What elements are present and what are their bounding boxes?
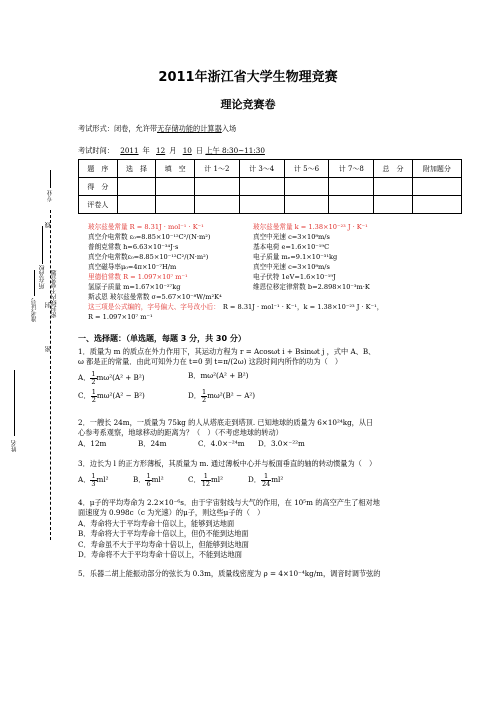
question-stem: 5．乐器二胡上能振动部分的弦长为 0.3m，质量线密度为 ρ = 4×10⁻⁴kg/m，调音时调节弦的 [78, 568, 381, 578]
option-d[interactable]: D．3.0×⁻²²m [258, 438, 305, 448]
constants-row [88, 252, 478, 262]
options-row [78, 473, 478, 488]
note-formula: R = 8.31J · mol⁻¹ · K⁻¹，k = 1.38×10⁻²³ J · K⁻¹， [222, 303, 384, 311]
option-label: B． [133, 475, 146, 484]
section-heading: 一、选择题：（单选题，每题 3 分，共 30 分） [78, 334, 246, 343]
constant-left: 真空磁导率μ₀=4π×10⁻⁷H/m [88, 263, 177, 271]
constants-row [88, 262, 478, 272]
ticket-label: 准考证号 [31, 298, 38, 322]
question-4 [78, 498, 478, 561]
option-b[interactable] [188, 371, 248, 386]
score-header-cell: 计 7～8 [329, 160, 374, 178]
numerator: 1 [91, 471, 96, 480]
exam-day: 10 [182, 146, 192, 155]
option-label: A． [78, 475, 91, 484]
exam-period: 上午 8:30~11:30 [205, 146, 265, 155]
ticket-line [34, 270, 35, 296]
constants-row [88, 272, 478, 282]
grader-cell[interactable] [374, 196, 413, 214]
dense-word: 密 [45, 346, 52, 352]
exam-form-suffix: 入场 [221, 124, 237, 133]
options-row [78, 371, 478, 386]
numerator: 1 [201, 387, 207, 396]
numerator: 1 [146, 471, 151, 480]
exam-time-prefix: 考试时间： [78, 146, 114, 155]
constant-right: 真空中光速 c=3×10⁸m/s [253, 263, 330, 271]
score-cell[interactable] [284, 178, 329, 196]
fraction [201, 473, 211, 488]
constants-row [88, 222, 478, 232]
numerator: 1 [91, 387, 96, 396]
constant-right: 真空中光速 c=3×10⁸m/s [253, 233, 330, 241]
score-row-label: 得 分 [79, 178, 118, 196]
page-title: 2011年浙江省大学生物理竞赛 [158, 70, 338, 85]
constants-row [88, 282, 478, 292]
exam-month: 12 [156, 146, 166, 155]
page-subtitle: 理论竞赛卷 [220, 98, 276, 111]
score-row [79, 178, 462, 196]
note-text: 这三项是公式编的，字号偏大、字号改小后： [88, 303, 220, 311]
score-header-cell: 填 空 [156, 160, 195, 178]
score-table [78, 159, 462, 214]
constant-right: 维恩位移定律常数 b=2.898×10⁻³m·K [253, 283, 370, 291]
denominator: 2 [91, 377, 96, 386]
constants-note [88, 302, 478, 312]
option-c[interactable] [188, 473, 248, 488]
score-cell[interactable] [156, 178, 195, 196]
constants-row [88, 292, 478, 302]
fraction [261, 473, 271, 488]
option-a[interactable]: A．寿命将大于平均寿命十倍以上，能够到达地面 [78, 518, 235, 528]
grader-row-label: 评卷人 [79, 196, 118, 214]
note-formula-2: R = 1.097×10⁷ m⁻¹ [88, 313, 153, 321]
option-expr: ml² [96, 475, 109, 484]
name-line [14, 370, 15, 436]
question-stem-2: ω 都是正的常量．由此可知外力在 t=0 到 t=π/(2ω) 这段时间内所作的功为（ ） [78, 357, 343, 366]
question-stem: 2．一艘长 24m，一质量为 75kg 的人从塔底走到塔顶. 已知地球的质量为 6×10²⁴kg，从日 [78, 417, 374, 427]
score-cell[interactable] [194, 178, 239, 196]
constant-left: 氢原子质量 m=1.67×10⁻²⁷kg [88, 283, 181, 291]
constant-boltzmann: 玻尔兹曼常量 k = 1.38×10⁻²³ J · K⁻¹ [253, 223, 368, 231]
option-label: D． [188, 391, 201, 400]
constant-gas: 玻尔兹曼常量 R = 8.31J · mol⁻¹ · K⁻¹ [88, 223, 204, 231]
line-word: 线 [45, 222, 52, 228]
score-cell[interactable] [412, 178, 461, 196]
grader-cell[interactable] [194, 196, 239, 214]
constant-rydberg: 里德伯常数 R = 1.097×10⁷ m⁻¹ [88, 273, 188, 281]
option-label: D． [248, 475, 261, 484]
major-label: 专业 [47, 190, 54, 202]
option-a[interactable] [78, 473, 133, 488]
score-header-cell: 选 择 [117, 160, 156, 178]
question-1 [78, 347, 478, 404]
exam-day-label: 日 [195, 146, 204, 155]
constants-row [88, 232, 478, 242]
score-header-cell: 附加题分 [412, 160, 461, 178]
score-cell[interactable] [329, 178, 374, 196]
numerator: 1 [261, 473, 271, 481]
question-stem: 4．μ子的平均寿命为 2.2×10⁻⁶s．由于宇宙射线与大气的作用，在 10⁵m 的高空产生了相对地 [78, 497, 380, 507]
option-c[interactable]: C．4.0×⁻²⁴m [198, 438, 245, 448]
denominator: 6 [146, 479, 151, 488]
grader-row [79, 196, 462, 214]
option-b[interactable]: B．24m [138, 438, 167, 448]
score-header-cell: 总 分 [374, 160, 413, 178]
score-table-header [79, 160, 462, 178]
exam-form-prefix: 考试形式：闭卷，允许带 [78, 124, 158, 133]
option-a[interactable] [78, 371, 188, 386]
score-header-cell: 计 5～6 [284, 160, 329, 178]
denominator: 3 [91, 479, 96, 488]
option-label: A． [78, 373, 91, 382]
seal-word: 封 [45, 302, 52, 308]
question-stem: 3．边长为 l 的正方形薄板，其质量为 m. 通过薄板中心并与板面垂直的轴的转动惯量为（ ） [78, 459, 377, 468]
option-label: C． [78, 391, 91, 400]
score-cell[interactable] [239, 178, 284, 196]
denominator: 2 [91, 395, 96, 404]
grader-cell[interactable] [156, 196, 195, 214]
question-3 [78, 459, 478, 488]
grader-cell[interactable] [117, 196, 156, 214]
denominator: 24 [261, 479, 271, 488]
option-d[interactable] [248, 473, 283, 488]
question-5 [78, 569, 478, 580]
option-d[interactable]: D．寿命将不大于平均寿命十倍以上，不能到达地面 [78, 550, 242, 559]
grader-cell[interactable] [284, 196, 329, 214]
question-stem: 1．质量为 m 的质点在外力作用下，其运动方程为 r = Acosωt i + Bsinωt j ，式中 A、B、 [78, 346, 376, 356]
exam-year: 2011 [120, 146, 139, 155]
option-expr: ml² [271, 475, 284, 484]
constants-row [88, 242, 478, 252]
score-header-cell: 计 3～4 [239, 160, 284, 178]
numerator: 1 [201, 473, 211, 481]
constant-left: 真空介电常数 ε₀=8.85×10⁻¹²C²/(N·m²) [88, 233, 211, 241]
constant-left: 斯忒恩 玻尔兹曼常数 σ=5.67×10⁻⁸W/m²K⁴ [88, 293, 222, 301]
college-label: 所在高校 [39, 265, 46, 289]
option-expr: mω²(B² − A²) [207, 391, 256, 400]
question-stem-2: 心参考系观察，地球移动的距离为？（ ）（不考虑地球的转动） [78, 428, 283, 437]
calculator-note: 无存储功能的计算器 [157, 124, 222, 133]
option-b[interactable]: B．寿命将大于平均寿命十倍以上，但仍不能到达地面 [78, 529, 249, 538]
exam-year-label: 年 [142, 146, 150, 155]
option-expr: mω²(A² + B²) [96, 373, 145, 382]
exam-form-line [78, 124, 236, 135]
denominator: 12 [201, 479, 210, 488]
exam-month-label: 月 [169, 146, 177, 155]
options-row [78, 439, 478, 450]
option-c[interactable] [78, 389, 188, 404]
score-header-cell: 计 1～2 [194, 160, 239, 178]
binding-dashed-line [50, 210, 51, 540]
constants-note-2 [88, 312, 478, 322]
exam-time-line [78, 146, 265, 157]
option-a[interactable]: A．12m [78, 438, 107, 448]
grader-cell[interactable] [239, 196, 284, 214]
option-c[interactable]: C．寿命虽不大于平均寿命十倍以上，但能够到达地面 [78, 539, 249, 549]
option-expr: ml² [151, 475, 164, 484]
denominator: 2 [201, 395, 207, 404]
constants-list [88, 222, 478, 322]
grader-cell[interactable] [329, 196, 374, 214]
constant-right: 基本电荷 e=1.6×10⁻¹⁹C [253, 243, 330, 251]
score-cell[interactable] [117, 178, 156, 196]
grader-cell[interactable] [412, 196, 461, 214]
seal-note: 密封线内不要答题 [51, 270, 58, 318]
option-d[interactable] [188, 389, 255, 404]
score-cell[interactable] [374, 178, 413, 196]
option-expr: ml² [210, 475, 223, 484]
score-header-cell: 题 序 [79, 160, 118, 178]
binding-margin [6, 170, 66, 670]
constant-left: 普朗克常数 h=6.63×10⁻³⁴J·s [88, 243, 179, 251]
numerator: 1 [91, 369, 96, 378]
college-line [42, 226, 43, 264]
option-expr: mω²(A² − B²) [96, 391, 145, 400]
name-label: 姓名 [11, 440, 18, 452]
constant-right: 电子质量 mₑ=9.1×10⁻³¹kg [253, 253, 338, 261]
option-label: B． [188, 370, 201, 380]
option-b[interactable] [133, 473, 188, 488]
constant-right: 电子伏特 1eV=1.6×10⁻¹⁹J [253, 273, 336, 281]
constant-left: 真空介电常数ε₀=8.85×10⁻¹²C²/(N·m²) [88, 253, 209, 261]
major-line [50, 170, 51, 188]
question-stem-2: 面速度为 0.998c（c 为光速）的μ子，则这些μ子的（ ） [78, 508, 265, 517]
options-row [78, 389, 478, 404]
option-expr: mω²(A² + B²) [200, 370, 249, 380]
question-2 [78, 418, 478, 450]
option-label: C． [188, 475, 201, 484]
section-choice [78, 334, 478, 579]
